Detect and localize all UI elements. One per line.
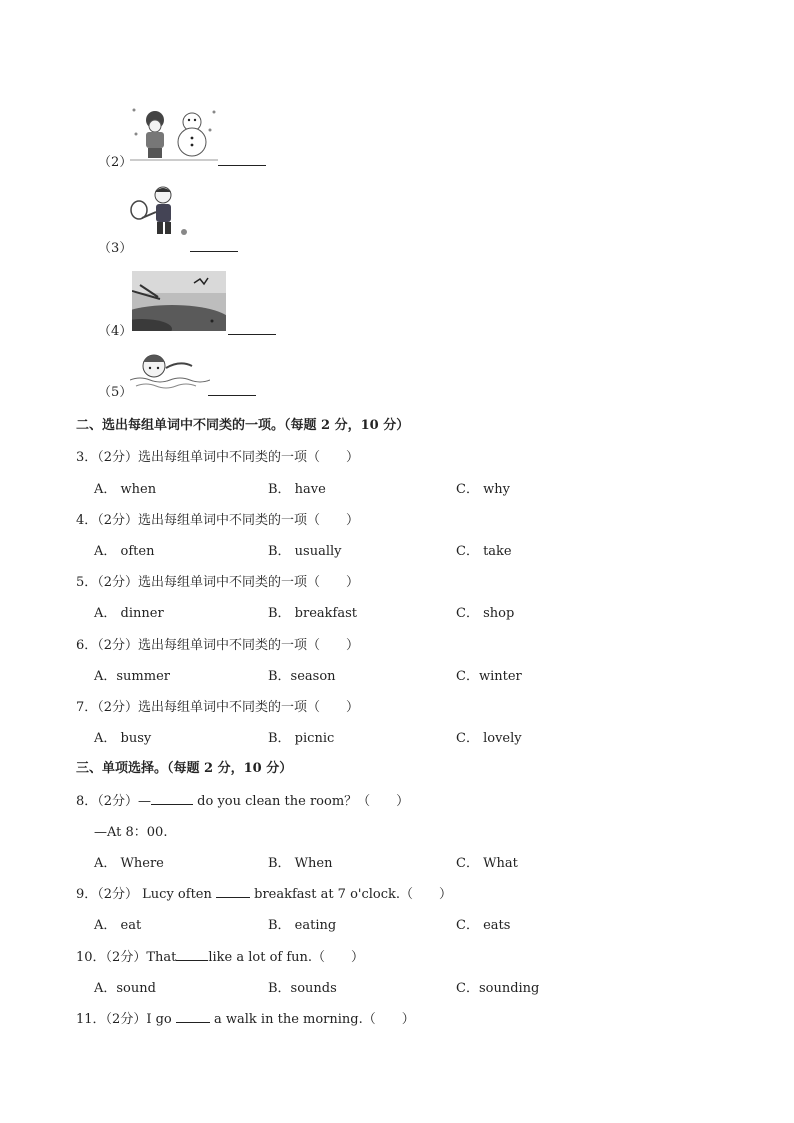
item-number: （2） — [98, 155, 133, 170]
question-stem — [76, 946, 364, 965]
item-number: （5） — [98, 385, 133, 400]
option-b[interactable]: B． eating — [268, 918, 337, 933]
option-b[interactable]: B．sounds — [268, 981, 337, 996]
answer-blank[interactable] — [216, 885, 250, 898]
question-suffix: like a lot of fun.（ ） — [208, 950, 365, 965]
option-a[interactable]: A． dinner — [94, 606, 164, 621]
option-b[interactable]: B． have — [268, 482, 326, 497]
question-suffix: a walk in the morning.（ ） — [209, 1012, 415, 1027]
question-stem — [76, 1008, 415, 1027]
option-a[interactable]: A． Where — [94, 856, 164, 871]
question-stem: 6．（2分）选出每组单词中不同类的一项（ ） — [76, 638, 360, 653]
option-b[interactable]: B．season — [268, 669, 336, 684]
question-stem: 3．（2分）选出每组单词中不同类的一项（ ） — [76, 450, 360, 465]
item-number: （4） — [98, 324, 133, 339]
option-c[interactable]: C． take — [456, 544, 512, 559]
section-title: 三、单项选择。（每题 2 分，10 分） — [76, 761, 293, 776]
boy-with-racket-illustration — [128, 186, 190, 248]
question-prefix: 10．（2分）That — [76, 950, 177, 965]
girl-and-snowman-illustration — [130, 104, 218, 162]
option-a[interactable]: A． often — [94, 544, 155, 559]
question-stem: 4．（2分）选出每组单词中不同类的一项（ ） — [76, 513, 360, 528]
question-suffix: breakfast at 7 o'clock.（ ） — [250, 887, 453, 902]
option-a[interactable]: A． eat — [94, 918, 142, 933]
answer-blank[interactable] — [190, 239, 238, 252]
option-c[interactable]: C． why — [456, 482, 510, 497]
question-suffix: do you clean the room？（ ） — [193, 794, 410, 809]
answer-blank[interactable] — [176, 948, 208, 961]
option-a[interactable]: A． busy — [94, 731, 152, 746]
option-c[interactable]: C．winter — [456, 669, 522, 684]
autumn-landscape-illustration — [132, 271, 226, 331]
answer-blank[interactable] — [218, 153, 266, 166]
answer-blank[interactable] — [176, 1010, 210, 1023]
option-b[interactable]: B． usually — [268, 544, 342, 559]
option-c[interactable]: C． What — [456, 856, 518, 871]
option-a[interactable]: A．sound — [94, 981, 156, 996]
option-a[interactable]: A． when — [94, 482, 157, 497]
question-prefix: 11．（2分）I go — [76, 1012, 176, 1027]
option-b[interactable]: B． picnic — [268, 731, 335, 746]
item-number: （3） — [98, 241, 133, 256]
question-stem: 7．（2分）选出每组单词中不同类的一项（ ） — [76, 700, 360, 715]
answer-blank[interactable] — [208, 383, 256, 396]
answer-blank[interactable] — [228, 322, 276, 335]
swimming-child-illustration — [130, 350, 210, 390]
option-b[interactable]: B． breakfast — [268, 606, 358, 621]
section-title: 二、选出每组单词中不同类的一项。（每题 2 分，10 分） — [76, 418, 410, 433]
question-stem: 5．（2分）选出每组单词中不同类的一项（ ） — [76, 575, 360, 590]
question-stem — [76, 790, 409, 809]
question-prefix: 9．（2分） Lucy often — [76, 887, 216, 902]
answer-blank[interactable] — [151, 792, 193, 805]
question-stem — [76, 883, 452, 902]
option-a[interactable]: A．summer — [94, 669, 170, 684]
option-c[interactable]: C． lovely — [456, 731, 522, 746]
option-c[interactable]: C．sounding — [456, 981, 540, 996]
option-c[interactable]: C． shop — [456, 606, 515, 621]
option-c[interactable]: C． eats — [456, 918, 511, 933]
dialogue-answer: —At 8：00. — [94, 825, 168, 840]
question-prefix: 8．（2分）— — [76, 794, 152, 809]
option-b[interactable]: B． When — [268, 856, 333, 871]
